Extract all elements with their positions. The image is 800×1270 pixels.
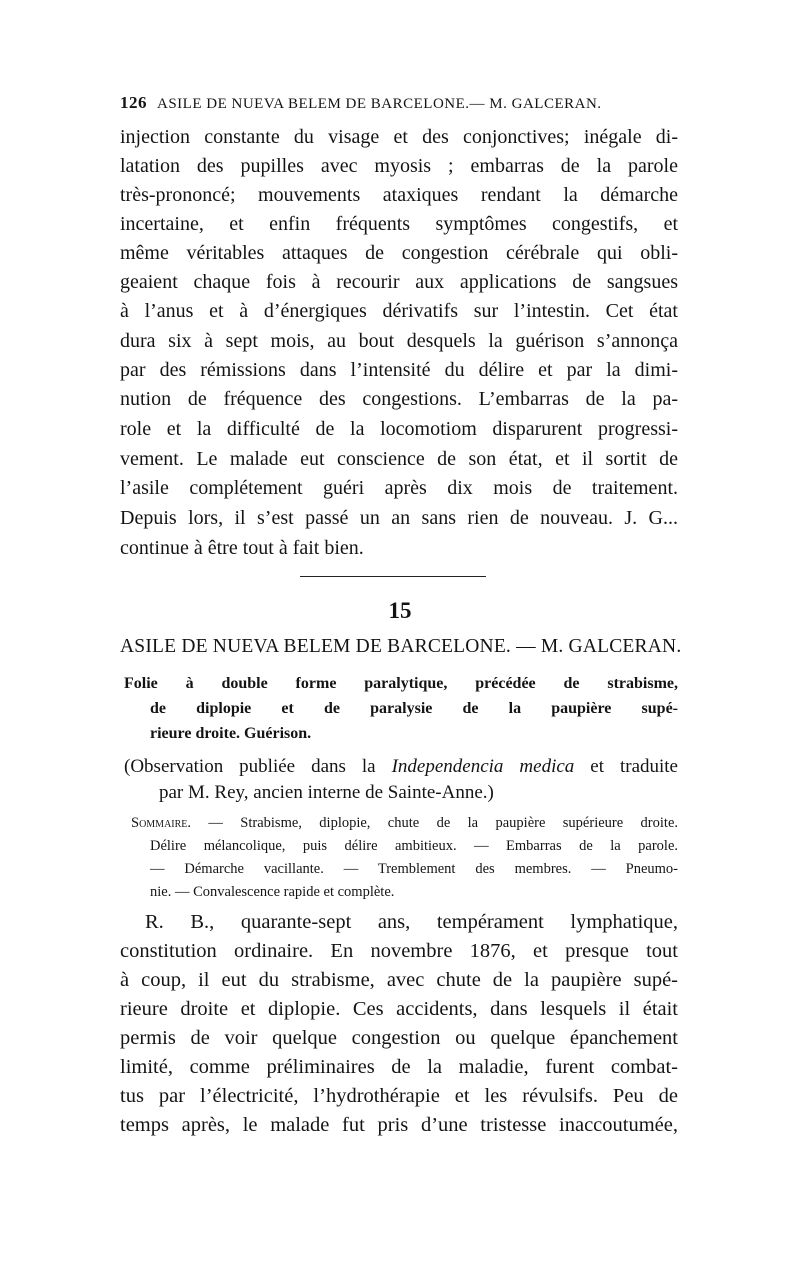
page-number: 126 bbox=[120, 93, 147, 112]
paragraph2-line: temps après, le malade fut pris d’une tristesse inaccoutumée, bbox=[120, 1114, 678, 1136]
paragraph1-line: à l’anus et à d’énergiques dérivatifs sur l’intestin. Cet état bbox=[120, 300, 678, 322]
chapter-number: 15 bbox=[388, 598, 412, 623]
journal-title: Independencia medica bbox=[391, 756, 575, 777]
paragraph1-line: l’asile complétement guéri après dix mois de traitement. bbox=[120, 477, 678, 499]
paragraph1-line: dura six à sept mois, au bout desquels la guérison s’annonça bbox=[120, 330, 678, 352]
section-divider bbox=[300, 576, 486, 577]
paragraph2-line: R. B., quarante-sept ans, tempérament lymphatique, bbox=[145, 911, 678, 933]
observation-note-text: et traduite bbox=[574, 756, 678, 777]
paragraph2-line: rieure droite et diplopie. Ces accidents, dans lesquels il était bbox=[120, 998, 678, 1020]
paragraph1-line: nution de fréquence des congestions. L’embarras de la pa- bbox=[120, 388, 678, 410]
paragraph1-line: incertaine, et enfin fréquents symptômes congestifs, et bbox=[120, 213, 678, 235]
sommaire-line: — Démarche vacillante. — Tremblement des membres. — Pneumo- bbox=[150, 861, 678, 877]
paragraph2-line: à coup, il eut du strabisme, avec chute de la paupière supé- bbox=[120, 969, 678, 991]
paragraph1-line: très-prononcé; mouvements ataxiques rendant la démarche bbox=[120, 184, 678, 206]
paragraph2-line: tus par l’électricité, l’hydrothérapie et les révulsifs. Peu de bbox=[120, 1085, 678, 1107]
paragraph2-line: constitution ordinaire. En novembre 1876, et presque tout bbox=[120, 940, 678, 962]
chapter-heading: ASILE DE NUEVA BELEM DE BARCELONE. — M. GALCERAN. bbox=[120, 636, 682, 657]
case-title-line: Folie à double forme paralytique, précédée de strabisme, bbox=[124, 675, 678, 692]
running-head-text: ASILE DE NUEVA BELEM DE BARCELONE.— M. GALCERAN. bbox=[157, 96, 602, 112]
paragraph1-line: vement. Le malade eut conscience de son état, et il sortit de bbox=[120, 448, 678, 470]
observation-note-text: (Observation publiée dans la bbox=[124, 756, 392, 777]
sommaire-text: — Strabisme, diplopie, chute de la paupière supérieure droite. bbox=[191, 815, 678, 831]
paragraph1-line: Depuis lors, il s’est passé un an sans rien de nouveau. J. G... bbox=[120, 507, 678, 529]
paragraph2-line: limité, comme préliminaires de la maladie, furent combat- bbox=[120, 1056, 678, 1078]
case-title-line: de diplopie et de paralysie de la paupière supé- bbox=[150, 700, 678, 717]
paragraph2-line: permis de voir quelque congestion ou quelque épanchement bbox=[120, 1027, 678, 1049]
sommaire-line bbox=[131, 815, 678, 832]
running-head bbox=[120, 93, 680, 113]
sommaire-line: Délire mélancolique, puis délire ambitieux. — Embarras de la parole. bbox=[150, 838, 678, 854]
paragraph1-line: continue à être tout à fait bien. bbox=[120, 537, 364, 559]
case-title-line: rieure droite. Guérison. bbox=[150, 725, 312, 742]
paragraph1-line: par des rémissions dans l’intensité du délire et par la dimi- bbox=[120, 359, 678, 381]
observation-note-line: par M. Rey, ancien interne de Sainte-Anne.) bbox=[159, 782, 494, 803]
paragraph1-line: injection constante du visage et des conjonctives; inégale di- bbox=[120, 126, 678, 148]
paragraph1-line: role et la difficulté de la locomotiom disparurent progressi- bbox=[120, 418, 678, 440]
sommaire-line: nie. — Convalescence rapide et complète. bbox=[150, 884, 395, 900]
observation-note-line bbox=[124, 756, 678, 778]
paragraph1-line: geaient chaque fois à recourir aux applications de sangsues bbox=[120, 271, 678, 293]
sommaire-label: Sommaire. bbox=[131, 815, 192, 831]
paragraph1-line: latation des pupilles avec myosis ; embarras de la parole bbox=[120, 155, 678, 177]
paragraph1-line: même véritables attaques de congestion cérébrale qui obli- bbox=[120, 242, 678, 264]
